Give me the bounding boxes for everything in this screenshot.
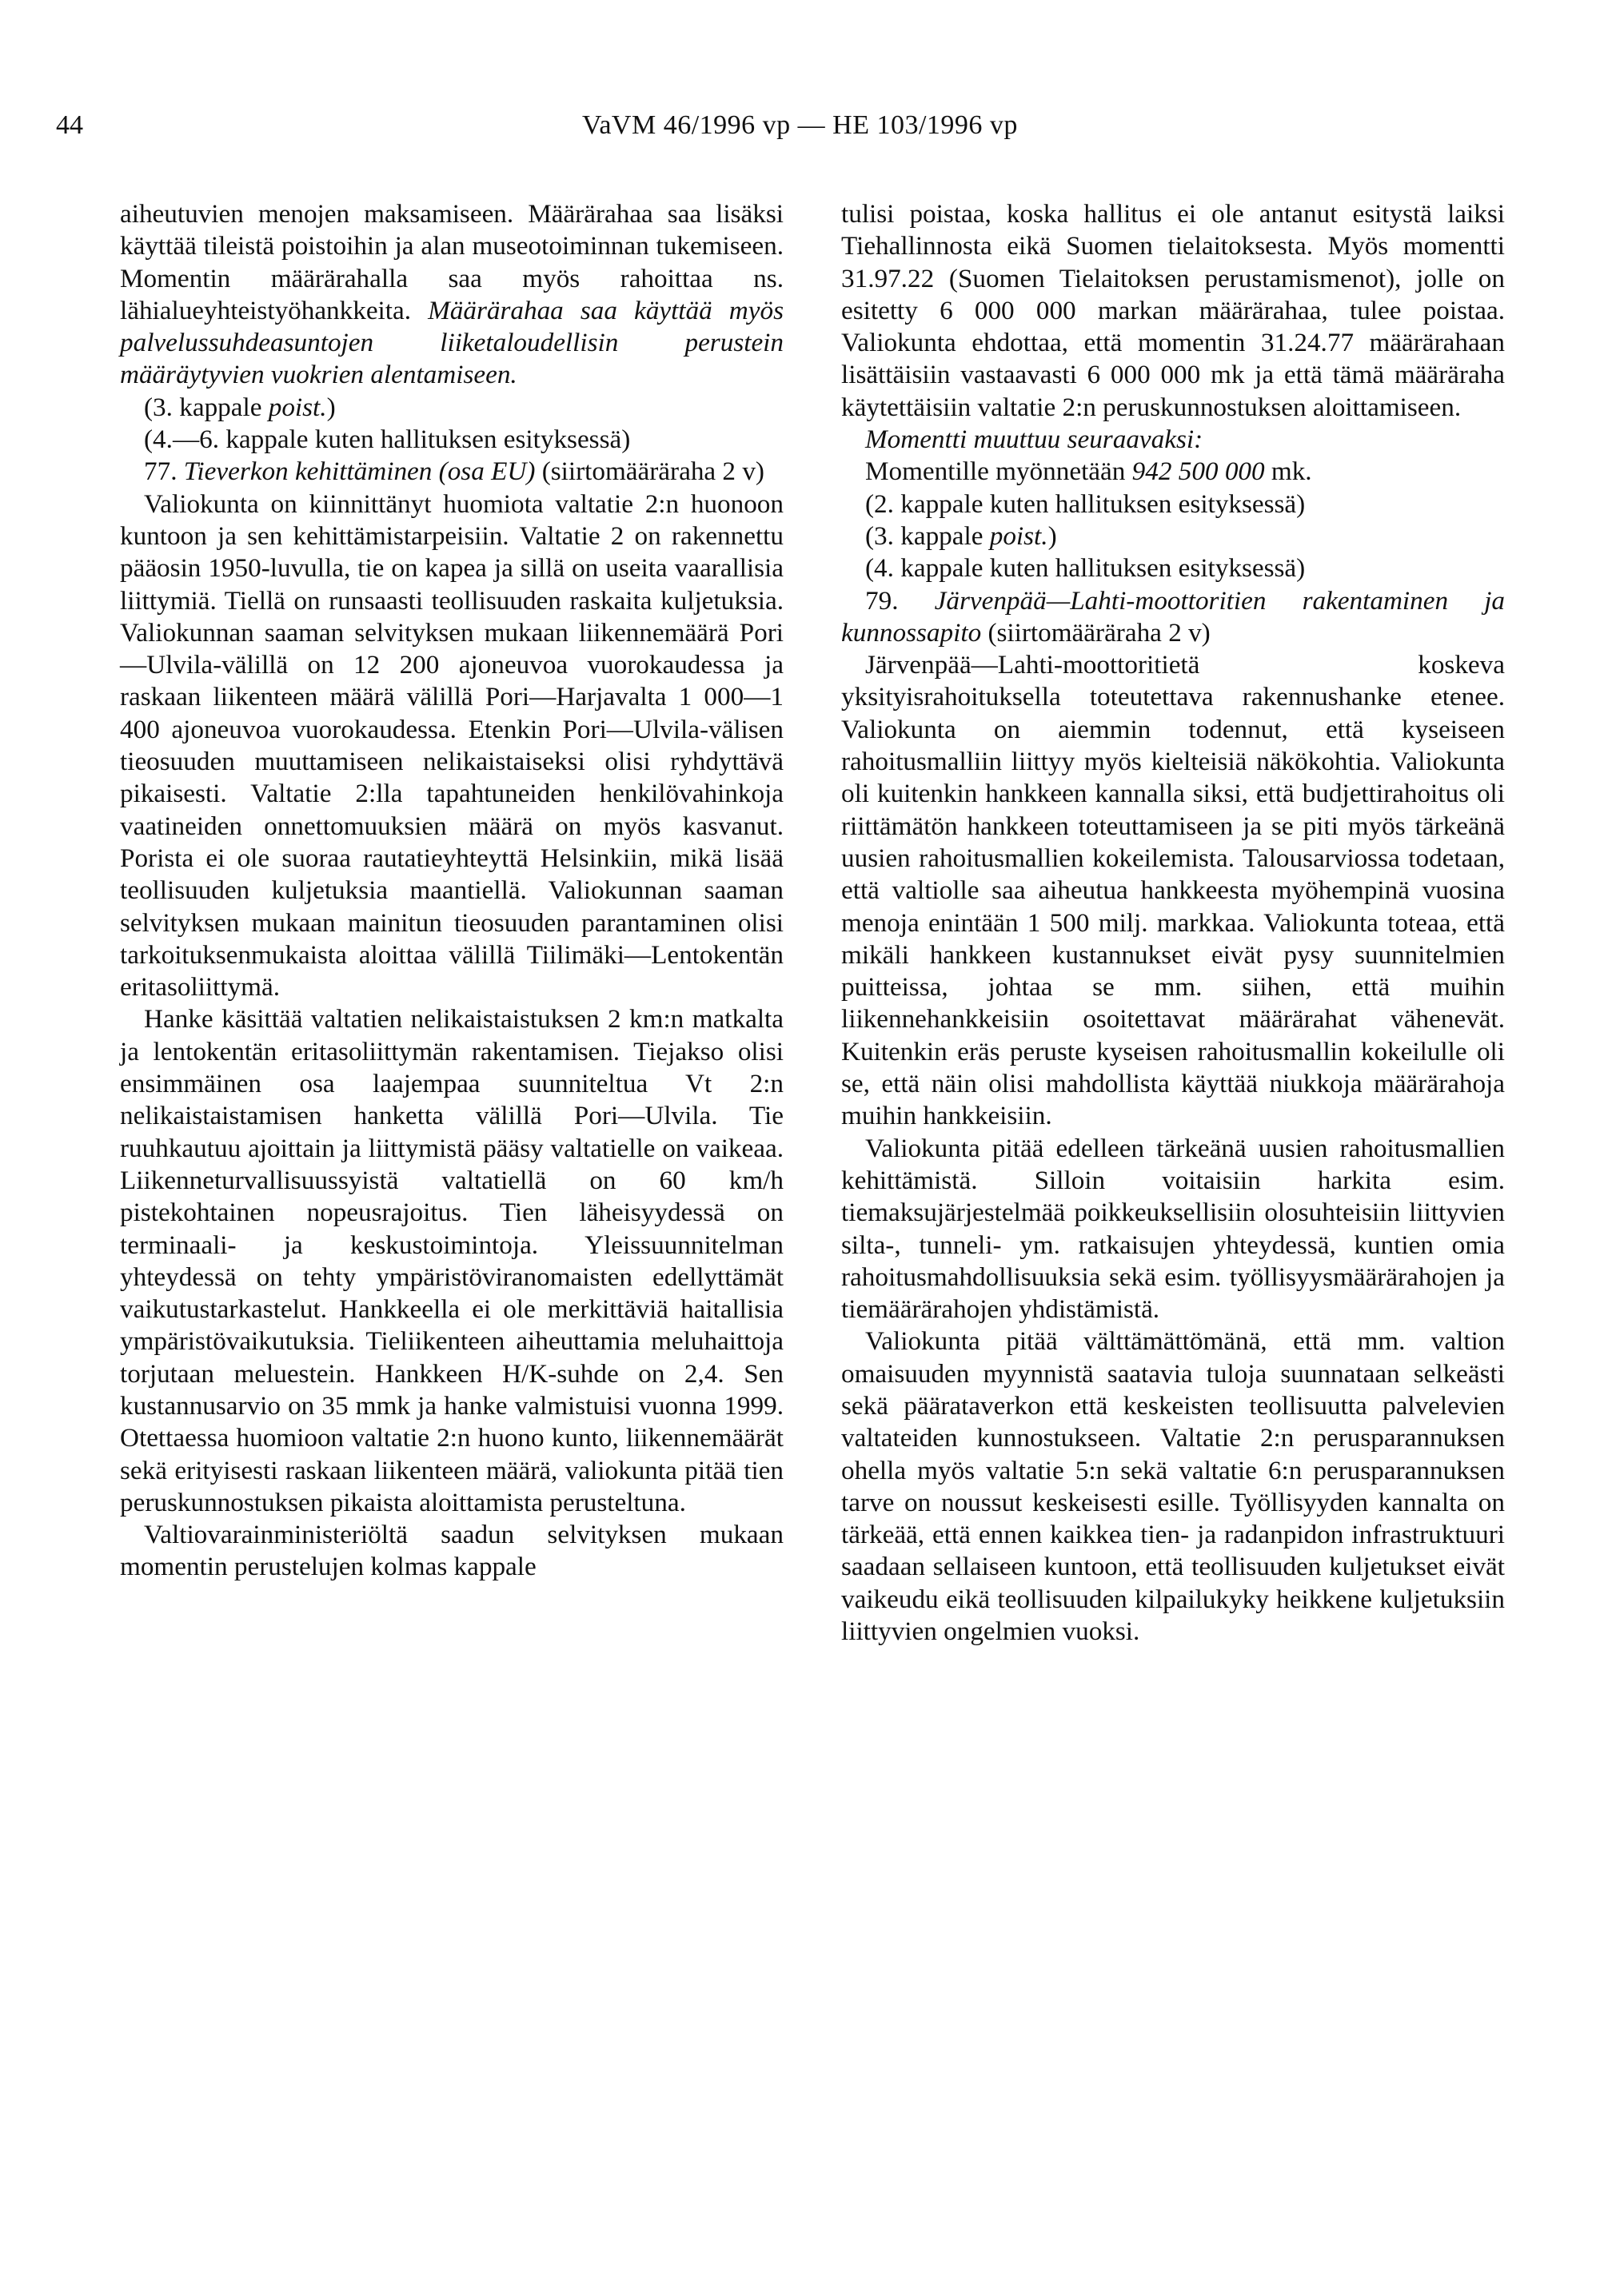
section-type: (siirtomääräraha 2 v) bbox=[541, 456, 764, 487]
paragraph bbox=[120, 198, 784, 392]
paragraph: Valiokunta on kiinnittänyt huomiota valtatie 2:n huonoon kuntoon ja sen kehittämistarpeisiin. Valtatie 2 on rakennettu pääosin 1950-luvulla, tie on kapea ja sillä on useita vaarallisia liittymiä. Tiellä on runsaasti teollisuuden raskaita kuljetuksia. Valiokunnan saaman selvityksen mukaan liikennemäärä Pori—Ulvila-välillä on 12 200 ajoneuvoa vuorokaudessa ja raskaan liikenteen määrä välillä Pori—Harjavalta 1 000—1 400 ajoneuvoa vuorokaudessa. Etenkin Pori—Ulvila-välisen tieosuuden muuttamiseen nelikaistaiseksi olisi ryhdyttävä pikaisesti. Valtatie 2:lla tapahtuneiden henkilövahinkoja vaatineiden onnettomuuksien määrä on myös kasvanut. Porista ei ole suoraa rautatieyhteyttä Helsinkiin, mikä lisää teollisuuden kuljetuksia maantiellä. Valiokunnan saaman selvityksen mukaan mainitun tieosuuden parantaminen olisi tarkoituksenmukaista aloittaa välillä Tiilimäki—Lentokentän eritasoliittymä. bbox=[120, 488, 784, 1003]
italic-text: poist. bbox=[989, 520, 1048, 551]
section-number: 79. bbox=[865, 585, 899, 616]
section-title: Järvenpää—Lahti-moottoritien rakentaminen ja kunnossapito bbox=[841, 585, 1506, 648]
section-type: (siirtomääräraha 2 v) bbox=[988, 617, 1211, 648]
paragraph bbox=[120, 392, 784, 424]
paragraph: Valtiovarainministeriöltä saadun selvityksen mukaan momentin perustelujen kolmas kappale bbox=[120, 1520, 784, 1582]
paragraph: tulisi poistaa, koska hallitus ei ole antanut esitystä laiksi Tiehallinnosta eikä Suomen tielaitoksesta. Myös momentti 31.97.22 (Suomen Tielaitoksen perustamismenot), jolle on esitetty 6 000 000 markan määrärahaa, tulee poistaa. Valiokunta ehdottaa, että momentin 31.24.77 määrärahaan lisättäisiin vastaavasti 6 000 000 mk ja että tämä määräraha käytettäisiin valtatie 2:n peruskunnostuksen aloittamiseen. bbox=[841, 199, 1505, 422]
section-title: Tieverkon kehittäminen (osa EU) bbox=[183, 456, 536, 487]
page-number: 44 bbox=[56, 110, 83, 140]
paragraph-text: ) bbox=[326, 392, 336, 422]
paragraph-text: mk. bbox=[1271, 456, 1312, 487]
paragraph bbox=[841, 520, 1505, 552]
paragraph: (4. kappale kuten hallituksen esityksessä) bbox=[865, 553, 1306, 584]
section-heading bbox=[841, 585, 1505, 650]
paragraph: Järvenpää—Lahti-moottoritietä koskeva yksityisrahoituksella toteutettava rakennushanke etenee. Valiokunta on aiemmin todennut, että kyseiseen rahoitusmalliin liittyy myös kielteisiä näkökohtia. Valiokunta oli kuitenkin hankkeen kannalla siksi, että budjettirahoitus oli riittämätön hankkeen toteuttamiseen ja se piti myös tärkeänä uusien rahoitusmallien kokeilemista. Talousarviossa todetaan, että valtiolle saa aiheutua hankkeesta myöhempinä vuosina menoja enintään 1 500 milj. markkaa. Valiokunta toteaa, että mikäli hankkeen kustannukset eivät pysy suunnitelmien puitteissa, johtaa se mm. siihen, että muihin liikennehankkeisiin osoitettavat määrärahat vähenevät. Kuitenkin eräs peruste kyseisen rahoitusmallin kokeilulle oli se, että näin olisi mahdollista käyttää niukkoja määrärahoja muihin hankkeisiin. bbox=[841, 650, 1505, 1131]
paragraph-text: Momentille myönnetään bbox=[865, 456, 1126, 487]
section-number: 77. bbox=[144, 456, 178, 487]
italic-text: Momentti muuttuu seuraavaksi: bbox=[865, 425, 1203, 455]
paragraph: (4.—6. kappale kuten hallituksen esityksessä) bbox=[144, 425, 631, 455]
running-title: VaVM 46/1996 vp — HE 103/1996 vp bbox=[582, 110, 1018, 140]
paragraph: Valiokunta pitää välttämättömänä, että mm. valtion omaisuuden myynnistä saatavia tuloja suunnataan selkeästi sekä päärataverkon että keskeisten teollisuutta palvelevien valtateiden kunnostukseen. Valtatie 2:n perusparannuksen ohella myös valtatie 5:n sekä valtatie 6:n perusparannuksen tarve on noussut keskeisesti esille. Työllisyyden kannalta on tärkeää, että ennen kaikkea tien- ja radanpidon infrastruktuuri saadaan sellaiseen kuntoon, että teollisuuden kuljetukset eivät vaikeudu eikä teollisuuden kilpailukyky heikkene kuljetuksiin liittyvien ongelmien vuoksi. bbox=[841, 1326, 1505, 1647]
paragraph bbox=[841, 424, 1505, 456]
paragraph-text: (3. kappale bbox=[144, 392, 262, 422]
paragraph: Valiokunta pitää edelleen tärkeänä uusien rahoitusmallien kehittämistä. Silloin voitaisiin harkita esim. tiemaksujärjestelmää poikkeuksellisiin olosuhteisiin liittyvien silta-, tunneli- ym. ratkaisujen yhteydessä, kuntien omia rahoitusmahdollisuuksia sekä esim. työllisyysmäärärahojen ja tiemäärärahojen yhdistämistä. bbox=[841, 1133, 1505, 1325]
left-column bbox=[120, 198, 784, 1584]
paragraph: (2. kappale kuten hallituksen esityksessä) bbox=[865, 488, 1306, 519]
paragraph bbox=[841, 456, 1505, 488]
italic-text: Määrärahaa saa käyttää myös palvelussuhdeasuntojen liiketaloudellisin perustein määräytyvien vuokrien alentamiseen. bbox=[120, 295, 784, 390]
right-column bbox=[841, 198, 1505, 1648]
paragraph: Hanke käsittää valtatien nelikaistaistuksen 2 km:n matkalta ja lentokentän eritasoliittymän rakentamisen. Tiejakso olisi ensimmäinen osa laajempaa suunniteltua Vt 2:n nelikaistaistamisen hanketta välillä Pori—Ulvila. Tie ruuhkautuu ajoittain ja liittymistä pääsy valtatielle on vaikeaa. Liikenneturvallisuussyistä valtatiellä on 60 km/h pistekohtainen nopeusrajoitus. Tien läheisyydessä on terminaali- ja keskustoimintoja. Yleissuunnitelman yhteydessä on tehty ympäristöviranomaisten edellyttämät vaikutustarkastelut. Hankkeella ei ole merkittäviä haitallisia ympäristövaikutuksia. Tieliikenteen aiheuttamia meluhaittoja torjutaan meluestein. Hankkeen H/K-suhde on 2,4. Sen kustannusarvio on 35 mmk ja hanke valmistuisi vuonna 1999. Otettaessa huomioon valtatie 2:n huono kunto, liikennemäärät sekä erityisesti raskaan liikenteen määrä, valiokunta pitää tien peruskunnostuksen pikaista aloittamista perusteltuna. bbox=[120, 1004, 784, 1517]
paragraph-text: (3. kappale bbox=[865, 520, 984, 551]
paragraph-text: ) bbox=[1047, 520, 1057, 551]
italic-text: poist. bbox=[268, 392, 327, 422]
appropriation-amount: 942 500 000 bbox=[1131, 456, 1265, 487]
paragraph-text: aiheutuvien menojen maksamiseen. Määrärahaa saa lisäksi käyttää tileistä poistoihin ja alan museotoiminnan tukemiseen. Momentin määrärahalla saa myös rahoittaa ns. lähialueyhteistyöhankkeita. bbox=[120, 199, 784, 325]
section-heading bbox=[120, 456, 784, 488]
